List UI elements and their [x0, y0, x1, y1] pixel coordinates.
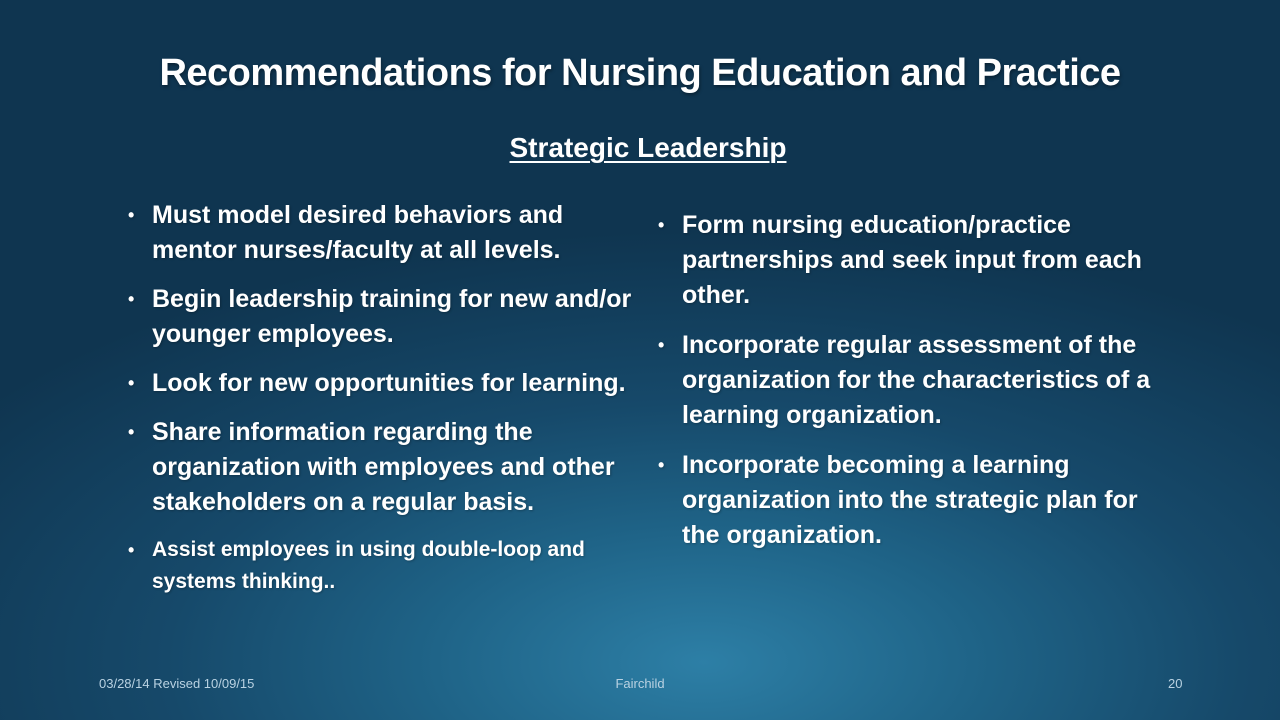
list-item-text: Assist employees in using double-loop and systems thinking..	[152, 538, 585, 593]
list-item	[128, 415, 638, 520]
bullet-icon: •	[128, 540, 135, 560]
list-item-text: Incorporate becoming a learning organization into the strategic plan for the organization.	[682, 451, 1138, 549]
bullet-icon: •	[128, 205, 135, 225]
footer-author: Fairchild	[615, 676, 665, 691]
list-item-text: Look for new opportunities for learning.	[152, 369, 626, 397]
bullet-icon: •	[128, 422, 135, 442]
bullet-icon: •	[658, 455, 665, 475]
bullet-icon: •	[128, 289, 135, 309]
left-bullet-list	[128, 198, 638, 612]
bullet-icon: •	[658, 215, 665, 235]
list-item	[658, 328, 1178, 433]
footer-page-number: 20	[1168, 676, 1183, 691]
list-item-text: Begin leadership training for new and/or younger employees.	[152, 285, 632, 348]
slide-subtitle: Strategic Leadership	[509, 132, 787, 163]
list-item	[128, 198, 638, 268]
list-item	[658, 448, 1178, 553]
list-item-text: Incorporate regular assessment of the organization for the characteristics of a learning organization.	[682, 331, 1151, 429]
list-item	[128, 282, 638, 352]
list-item	[658, 208, 1178, 313]
list-item-text: Form nursing education/practice partnerships and seek input from each other.	[682, 211, 1142, 309]
list-item	[128, 366, 638, 401]
list-item	[128, 534, 638, 598]
right-bullet-list	[658, 208, 1178, 568]
bullet-icon: •	[658, 335, 665, 355]
list-item-text: Share information regarding the organization with employees and other stakeholders on a regular basis.	[152, 418, 615, 516]
footer-date: 03/28/14 Revised 10/09/15	[99, 676, 255, 691]
slide-title: Recommendations for Nursing Education and Practice	[159, 52, 1121, 94]
bullet-icon: •	[128, 373, 135, 393]
list-item-text: Must model desired behaviors and mentor nurses/faculty at all levels.	[152, 201, 564, 264]
